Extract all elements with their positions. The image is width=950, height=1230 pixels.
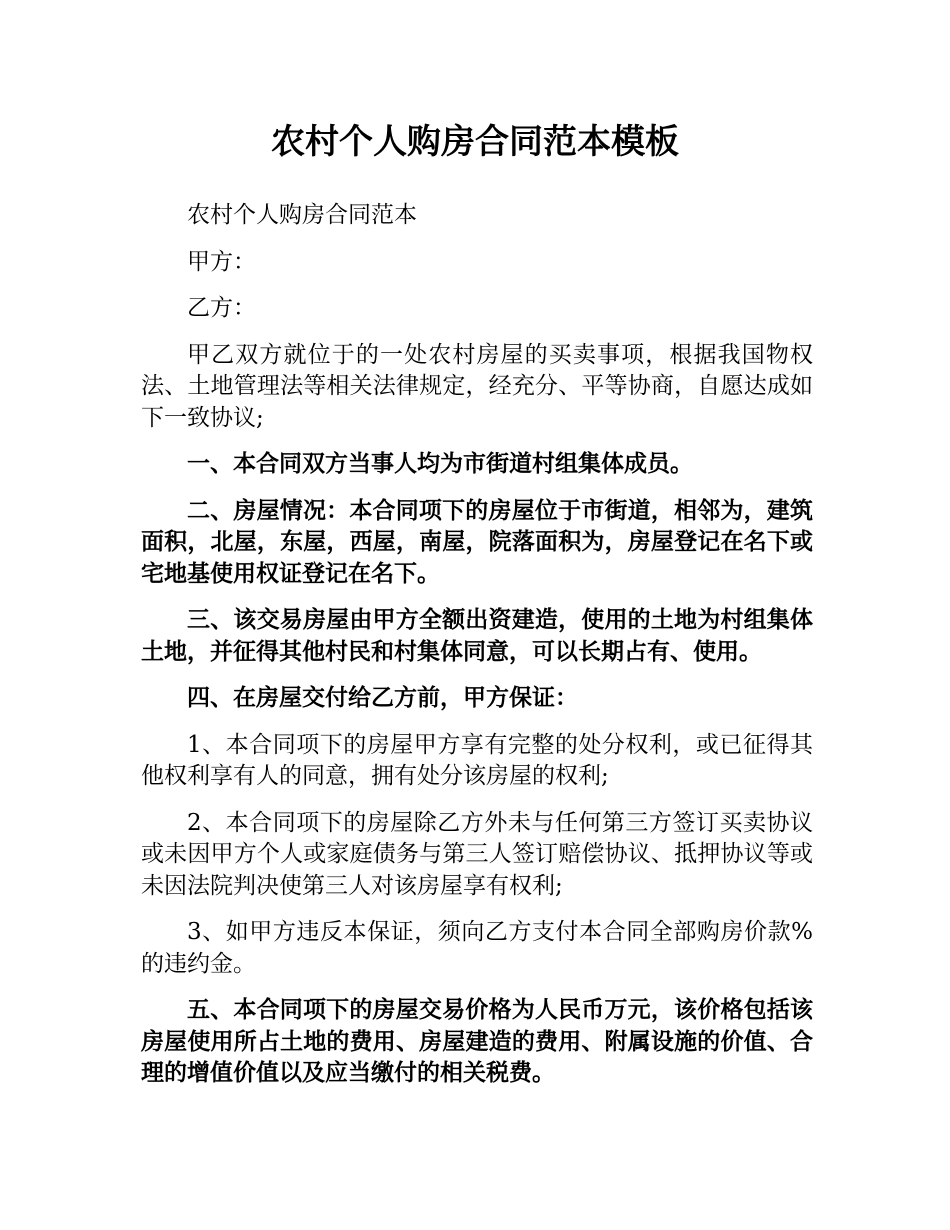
- party-a-line: 甲方：: [187, 248, 256, 275]
- clause-1: 一、本合同双方当事人均为市街道村组集体成员。: [187, 451, 693, 477]
- subtitle-paragraph: 农村个人购房合同范本: [187, 202, 417, 228]
- party-b-line: 乙方：: [187, 295, 256, 321]
- clause-5: 五、本合同项下的房屋交易价格为人民币万元，该价格包括该房屋使用所占土地的费用、房屋建造的费用、附属设施的价值、合理的增值价值以及应当缴付的相关税费。: [141, 997, 813, 1086]
- clause-4-item-3: 3、如甲方违反本保证，须向乙方支付本合同全部购房价款%的违约金。: [141, 919, 813, 977]
- clause-2: 二、房屋情况：本合同项下的房屋位于市街道，相邻为，建筑面积，北屋，东屋，西屋，南屋，院落面积为，房屋登记在名下或宅地基使用权证登记在名下。: [141, 497, 813, 587]
- clause-4-item-2: 2、本合同项下的房屋除乙方外未与任何第三方签订买卖协议或未因甲方个人或家庭债务与第三人签订赔偿协议、抵押协议等或未因法院判决使第三人对该房屋享有权利;: [141, 809, 813, 899]
- preamble-paragraph: 甲乙双方就位于的一处农村房屋的买卖事项，根据我国物权法、土地管理法等相关法律规定，经充分、平等协商，自愿达成如下一致协议;: [141, 341, 813, 431]
- clause-3: 三、该交易房屋由甲方全额出资建造，使用的土地为村组集体土地，并征得其他村民和村集体同意，可以长期占有、使用。: [141, 607, 813, 665]
- clause-4-item-1: 1、本合同项下的房屋甲方享有完整的处分权利，或已征得其他权利享有人的同意，拥有处分该房屋的权利;: [141, 731, 813, 789]
- document-title: 农村个人购房合同范本模板: [271, 122, 679, 162]
- clause-4: 四、在房屋交付给乙方前，甲方保证：: [187, 685, 578, 711]
- document-body: [141, 200, 813, 1105]
